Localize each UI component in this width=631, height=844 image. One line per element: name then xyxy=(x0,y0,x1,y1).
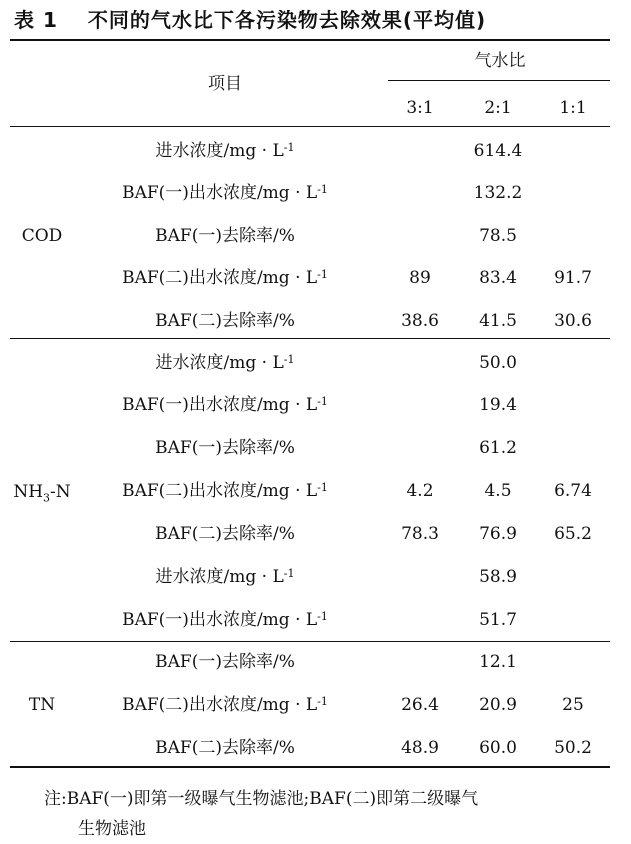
value-cell: 60.0 xyxy=(479,738,517,758)
value-cell: 26.4 xyxy=(401,695,439,715)
row-label: BAF(一)出水浓度$/mg \cdot L^{-1}$ xyxy=(122,610,328,630)
value-cell: 78.3 xyxy=(401,524,439,544)
row-label: BAF(一)出水浓度$/mg \cdot L^{-1}$ xyxy=(122,183,328,203)
value-cell: 50.2 xyxy=(554,738,592,758)
value-cell: 51.7 xyxy=(479,610,517,630)
value-cell: 50.0 xyxy=(479,353,517,373)
section-name: TN xyxy=(28,695,56,715)
note-line: 生物滤池 xyxy=(78,819,146,839)
value-cell: 6.74 xyxy=(554,481,592,501)
row-label: BAF(二)去除率/% xyxy=(155,311,295,331)
header-bottom-rule xyxy=(10,126,610,127)
header-item: 项目 xyxy=(208,74,242,94)
table-caption: 不同的气水比下各污染物去除效果(平均值) xyxy=(87,8,487,32)
table-title xyxy=(14,4,486,33)
row-label: BAF(二)去除率/% xyxy=(155,738,295,758)
value-cell: 30.6 xyxy=(554,311,592,331)
value-cell: 12.1 xyxy=(479,652,517,672)
value-cell: 614.4 xyxy=(473,141,523,161)
bottom-rule xyxy=(10,766,610,768)
row-label: BAF(一)去除率/% xyxy=(155,226,295,246)
value-cell: 41.5 xyxy=(479,311,517,331)
row-label: BAF(二)出水浓度$/mg \cdot L^{-1}$ xyxy=(122,481,328,501)
value-cell: 4.2 xyxy=(406,481,434,501)
value-cell: 83.4 xyxy=(479,268,517,288)
value-cell: 20.9 xyxy=(479,695,517,715)
section-name: $NH_3-N$ xyxy=(13,482,71,505)
value-cell: 76.9 xyxy=(479,524,517,544)
value-cell: 19.4 xyxy=(479,395,517,415)
value-cell: 78.5 xyxy=(479,226,517,246)
table-note xyxy=(44,784,619,844)
row-label: 进水浓度$/mg \cdot L^{-1}$ xyxy=(155,567,295,587)
header-ratio: 1:1 xyxy=(559,98,587,118)
header-ratio: 3:1 xyxy=(406,98,434,118)
value-cell: 65.2 xyxy=(554,524,592,544)
row-label: BAF(二)出水浓度$/mg \cdot L^{-1}$ xyxy=(122,268,328,288)
row-label: BAF(一)出水浓度$/mg \cdot L^{-1}$ xyxy=(122,395,328,415)
value-cell: 58.9 xyxy=(479,567,517,587)
value-cell: 4.5 xyxy=(484,481,512,501)
row-label: 进水浓度$/mg \cdot L^{-1}$ xyxy=(155,141,295,161)
value-cell: 132.2 xyxy=(473,183,523,203)
section-rule-1 xyxy=(10,338,610,339)
value-cell: 91.7 xyxy=(554,268,592,288)
value-cell: 61.2 xyxy=(479,438,517,458)
note-line: 注:BAF(一)即第一级曝气生物滤池;BAF(二)即第二级曝气 xyxy=(44,789,479,809)
header-group-rule xyxy=(388,80,610,81)
top-rule xyxy=(10,39,610,41)
row-label: BAF(二)去除率/% xyxy=(155,524,295,544)
row-label: BAF(一)去除率/% xyxy=(155,652,295,672)
header-ratio: 2:1 xyxy=(484,98,512,118)
value-cell: 38.6 xyxy=(401,311,439,331)
row-label: BAF(二)出水浓度$/mg \cdot L^{-1}$ xyxy=(122,695,328,715)
value-cell: 25 xyxy=(562,695,584,715)
section-rule-2 xyxy=(10,641,610,642)
section-name: COD xyxy=(21,226,63,246)
row-label: BAF(一)去除率/% xyxy=(155,438,295,458)
header-group: 气水比 xyxy=(474,51,526,71)
row-label: 进水浓度$/mg \cdot L^{-1}$ xyxy=(155,353,295,373)
value-cell: 89 xyxy=(409,268,431,288)
value-cell: 48.9 xyxy=(401,738,439,758)
table-number: 表 1 xyxy=(14,8,58,32)
